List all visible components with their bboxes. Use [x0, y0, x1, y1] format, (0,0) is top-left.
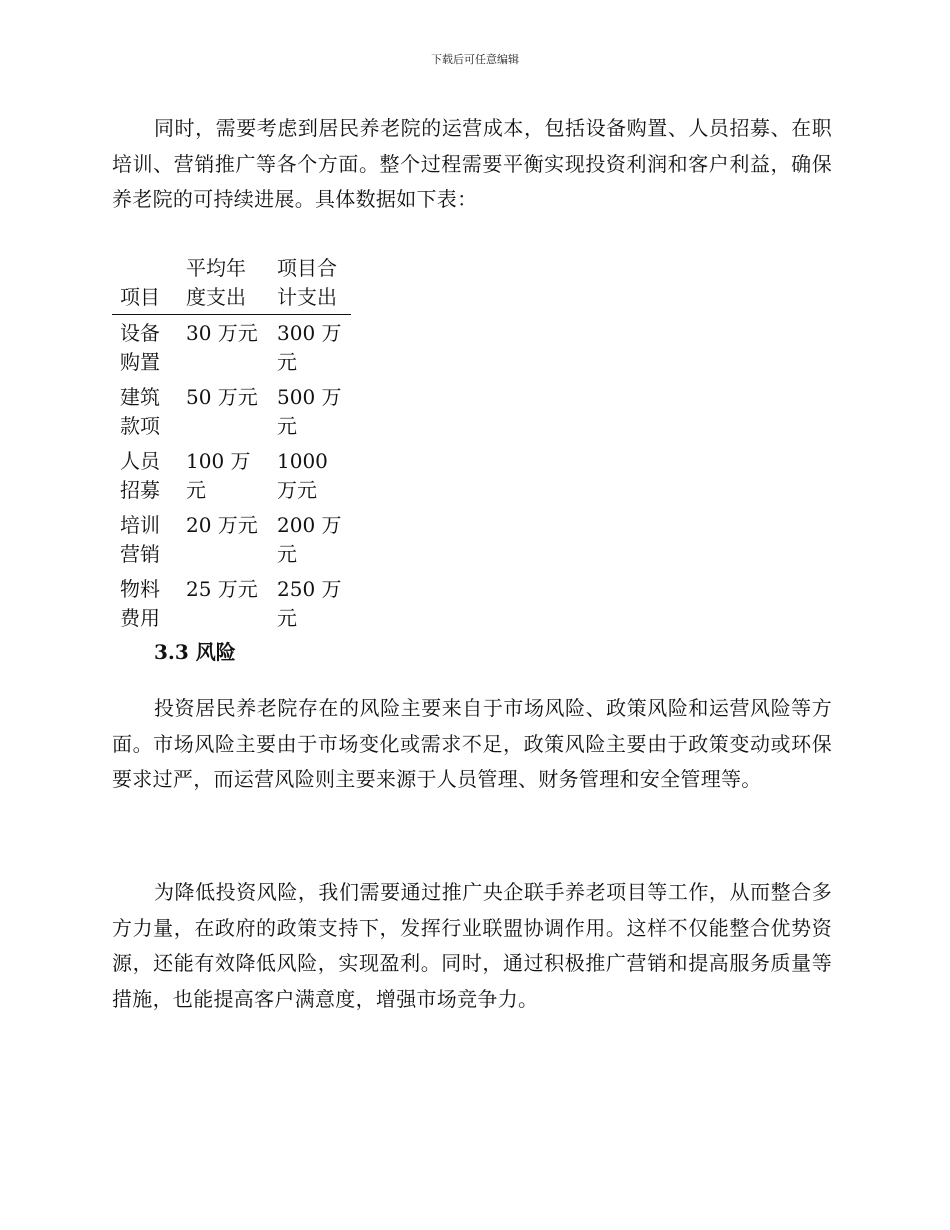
section-heading-risk: 3.3 风险 — [154, 640, 236, 664]
page-header: 下载后可任意编辑 — [431, 53, 519, 66]
table-header-row — [112, 254, 351, 315]
cell-item: 设备购置 — [120, 321, 160, 374]
cell-item: 人员招募 — [120, 449, 160, 502]
cell-annual-expense: 100 万元 — [186, 449, 251, 502]
table-row — [112, 443, 351, 507]
paragraph-operating-costs: 同时，需要考虑到居民养老院的运营成本，包括设备购置、人员招募、在职培训、营销推广等各个方面。整个过程需要平衡实现投资利润和客户利益，确保养老院的可持续进展。具体数据如下表： — [112, 116, 832, 211]
paragraph-risk-mitigation: 为降低投资风险，我们需要通过推广央企联手养老项目等工作，从而整合多方力量，在政府的政策支持下，发挥行业联盟协调作用。这样不仅能整合优势资源，还能有效降低风险，实现盈利。同时，通过积极推广营销和提高服务质量等措施，也能提高客户满意度，增强市场竞争力。 — [112, 880, 832, 1011]
cell-item: 培训营销 — [120, 513, 160, 566]
cell-total-expense: 300 万元 — [277, 321, 342, 374]
column-header-annual-expense: 平均年度支出 — [186, 256, 246, 309]
cell-total-expense: 1000 万元 — [277, 449, 328, 502]
table-row — [112, 571, 351, 635]
cell-annual-expense: 50 万元 — [186, 385, 258, 409]
cell-item: 建筑款项 — [120, 385, 160, 438]
column-header-item: 项目 — [120, 285, 160, 309]
column-header-total-expense: 项目合计支出 — [277, 256, 337, 309]
table-row — [112, 379, 351, 443]
table-row — [112, 315, 351, 380]
cell-total-expense: 500 万元 — [277, 385, 342, 438]
cell-total-expense: 250 万元 — [277, 577, 342, 630]
table-row — [112, 507, 351, 571]
expense-table — [112, 254, 351, 635]
cell-total-expense: 200 万元 — [277, 513, 342, 566]
cell-annual-expense: 20 万元 — [186, 513, 258, 537]
cell-annual-expense: 30 万元 — [186, 321, 258, 345]
paragraph-risk-sources: 投资居民养老院存在的风险主要来自于市场风险、政策风险和运营风险等方面。市场风险主要由于市场变化或需求不足，政策风险主要由于政策变动或环保要求过严，而运营风险则主要来源于人员管理、财务管理和安全管理等。 — [112, 696, 832, 791]
cell-annual-expense: 25 万元 — [186, 577, 258, 601]
cell-item: 物料费用 — [120, 577, 160, 630]
